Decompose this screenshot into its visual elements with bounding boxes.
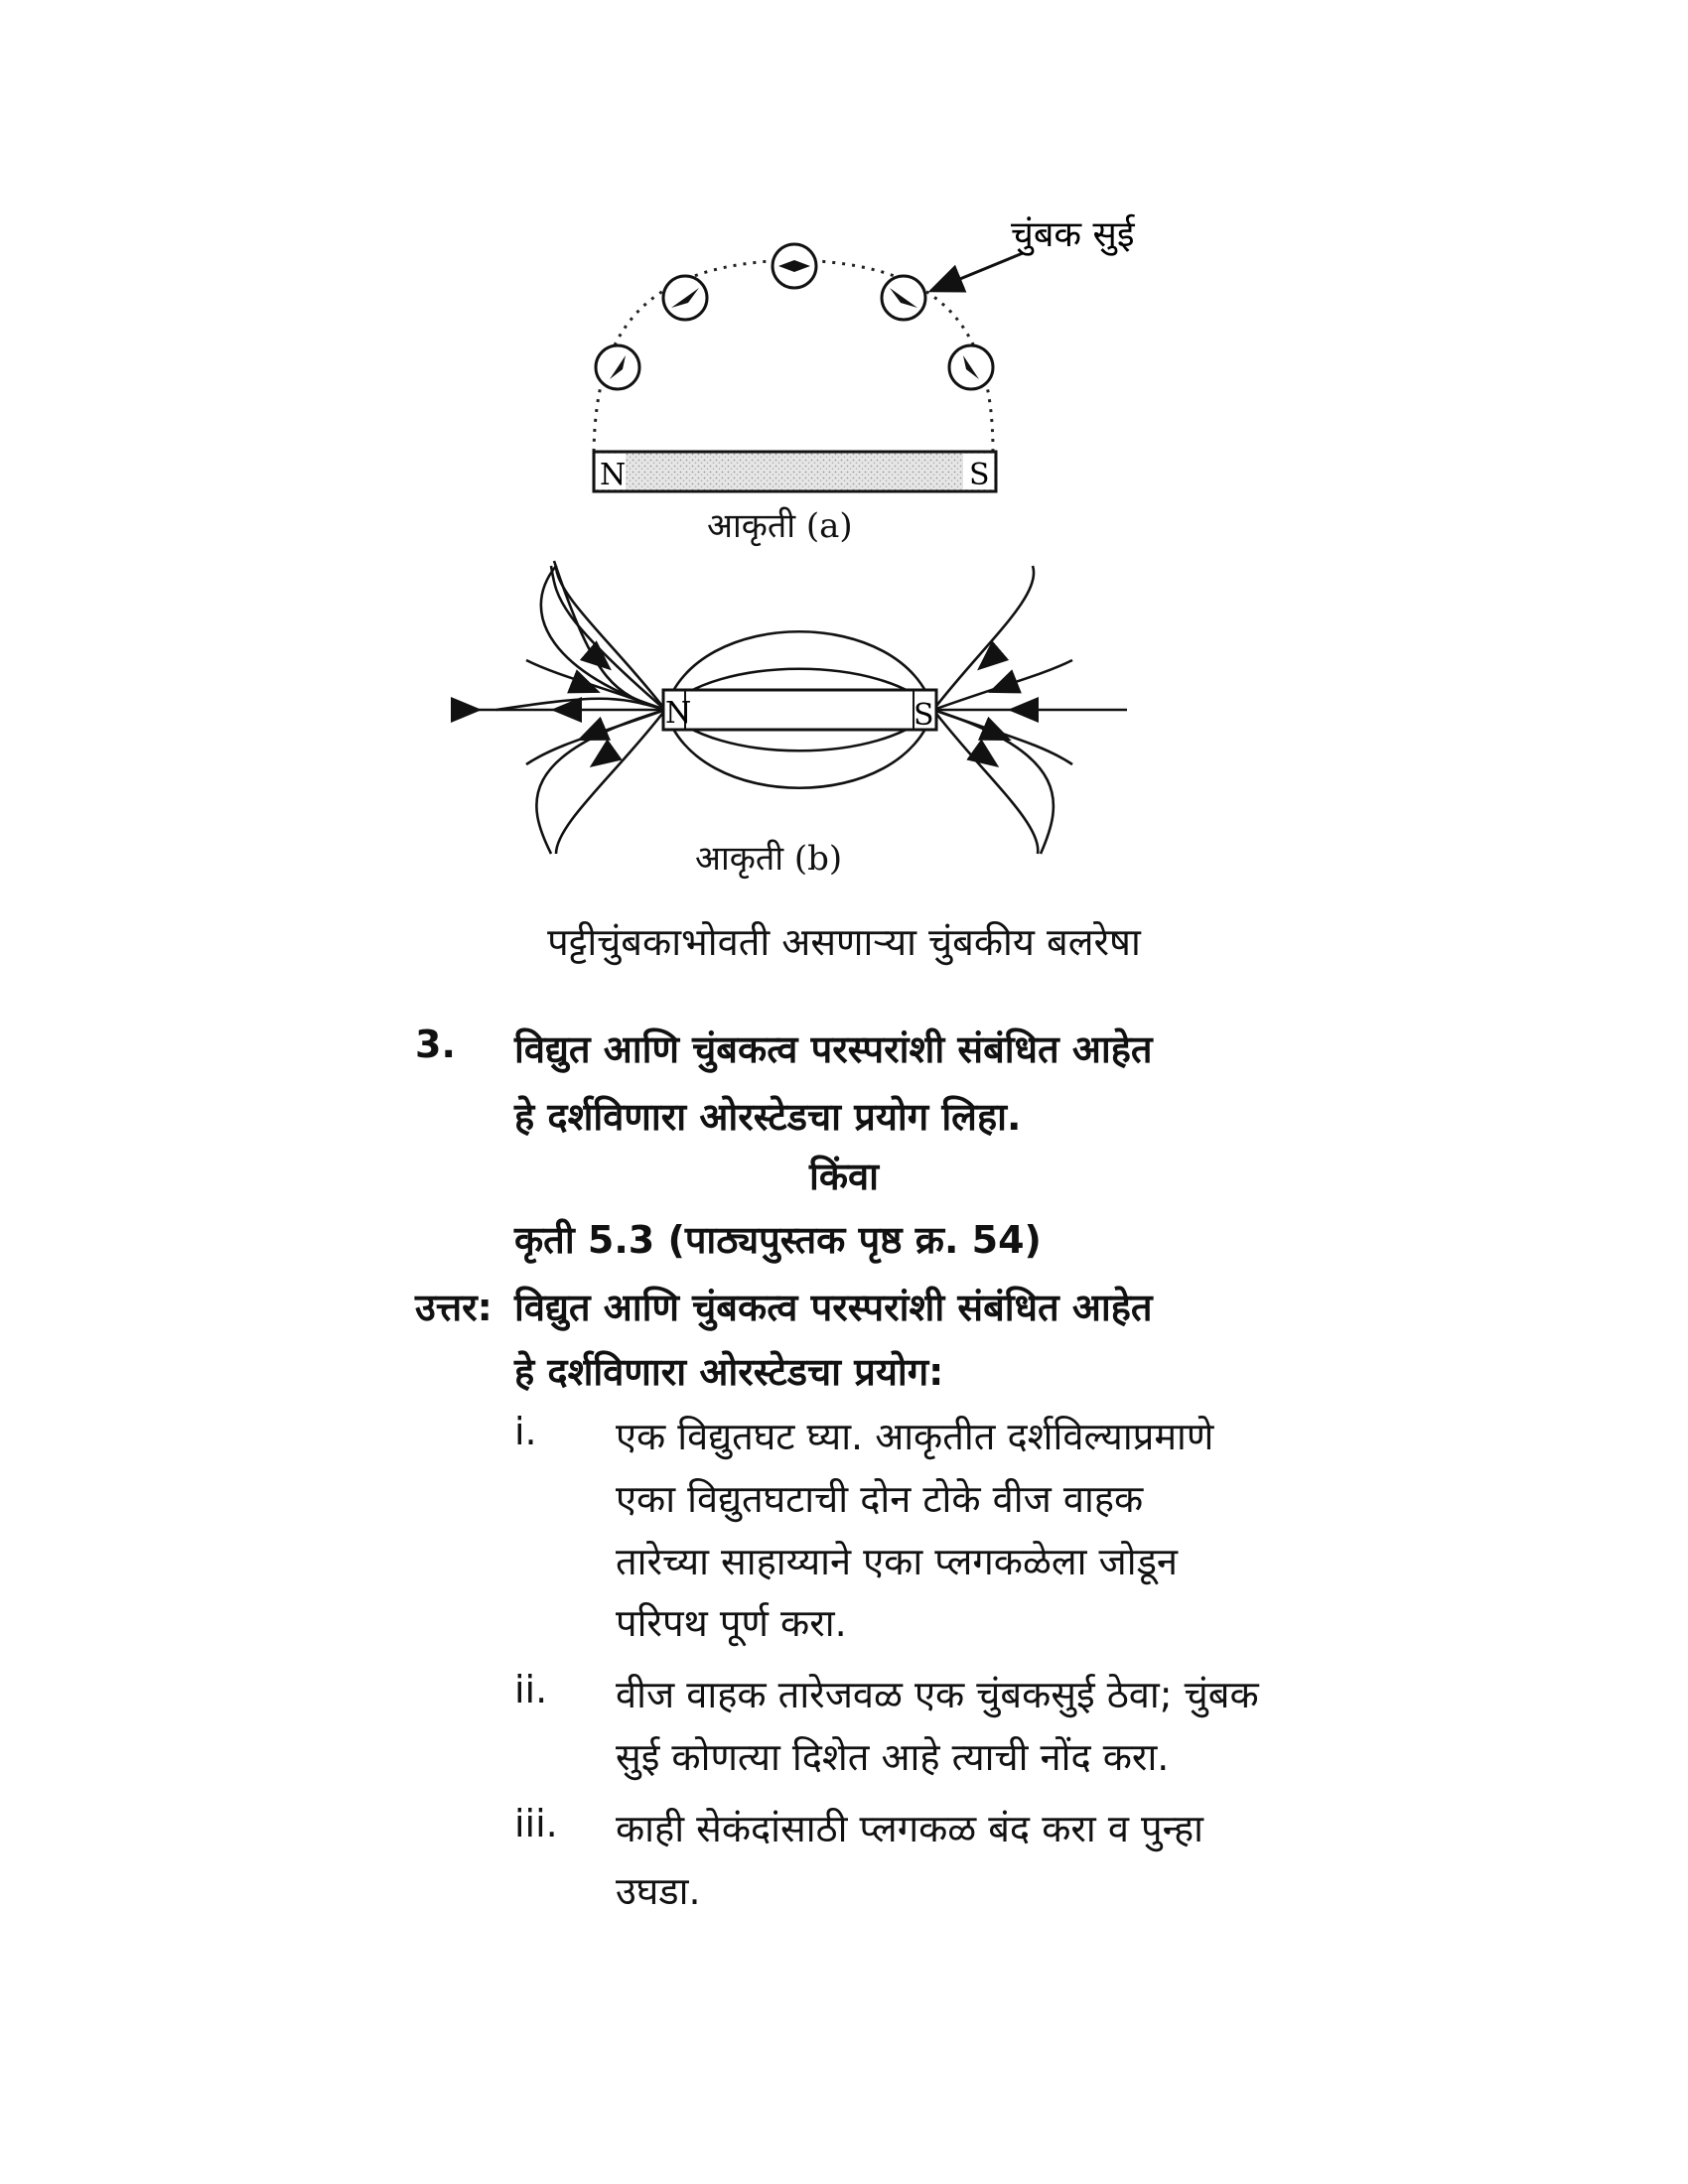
question-line: विद्युत आणि चुंबकत्व परस्परांशी संबंधित आहेत: [514, 1027, 1153, 1071]
activity-reference: कृती 5.3 (पाठ्यपुस्तक पृष्ठ क्र. 54): [514, 1218, 1042, 1262]
question-number: 3.: [415, 1023, 456, 1066]
step-line: सुई कोणत्या दिशेत आहे त्याची नोंद करा.: [616, 1735, 1170, 1779]
south-label-a: S: [969, 458, 990, 492]
question-line: हे दर्शविणारा ओरस्टेडचा प्रयोग लिहा.: [514, 1095, 1022, 1139]
step-line: तारेच्या साहाय्याने एका प्लगकळेला जोडून: [616, 1540, 1178, 1583]
compass-label: चुंबक सुई: [1011, 214, 1135, 255]
step-line: उघडा.: [616, 1869, 701, 1913]
answer-label: उत्तर:: [415, 1286, 492, 1329]
compass-needle-icon: [882, 276, 925, 320]
compass-pointer-arrow: [933, 253, 1023, 290]
step-number: iii.: [514, 1802, 558, 1845]
figure-a: [594, 213, 1136, 492]
answer-line: हे दर्शविणारा ओरस्टेडचा प्रयोग:: [514, 1350, 944, 1394]
north-label-b: N: [665, 696, 692, 731]
step-line: परिपथ पूर्ण करा.: [616, 1601, 847, 1645]
step-number: i.: [514, 1410, 537, 1453]
step-line: वीज वाहक तारेजवळ एक चुंबकसुई ठेवा; चुंबक: [616, 1673, 1259, 1716]
magnetic-field-figure: [0, 0, 1688, 913]
step-line: एक विद्युतघट घ्या. आकृतीत दर्शविल्याप्रमाणे: [616, 1415, 1214, 1458]
figure-b-caption: आकृती (b): [695, 839, 843, 879]
step-line: काही सेकंदांसाठी प्लगकळ बंद करा व पुन्हा: [616, 1807, 1204, 1850]
compass-needle-icon: [663, 276, 707, 320]
compass-needle-icon: [596, 345, 639, 389]
figure-a-caption: आकृती (a): [707, 506, 853, 546]
or-label: किंवा: [809, 1155, 879, 1198]
step-number: ii.: [514, 1668, 548, 1711]
compass-needle-icon: [949, 345, 993, 389]
bar-magnet-a: [594, 452, 996, 491]
answer-line: विद्युत आणि चुंबकत्व परस्परांशी संबंधित आहेत: [514, 1286, 1153, 1329]
north-label-a: N: [600, 458, 627, 492]
step-line: एका विद्युतघटाची दोन टोके वीज वाहक: [616, 1477, 1144, 1521]
compass-needle-icon: [773, 244, 816, 288]
south-label-b: S: [914, 698, 934, 733]
figure-title: पट्टीचुंबकाभोवती असणाऱ्या चुंबकीय बलरेषा: [547, 920, 1141, 964]
bar-magnet-b: [663, 690, 936, 733]
